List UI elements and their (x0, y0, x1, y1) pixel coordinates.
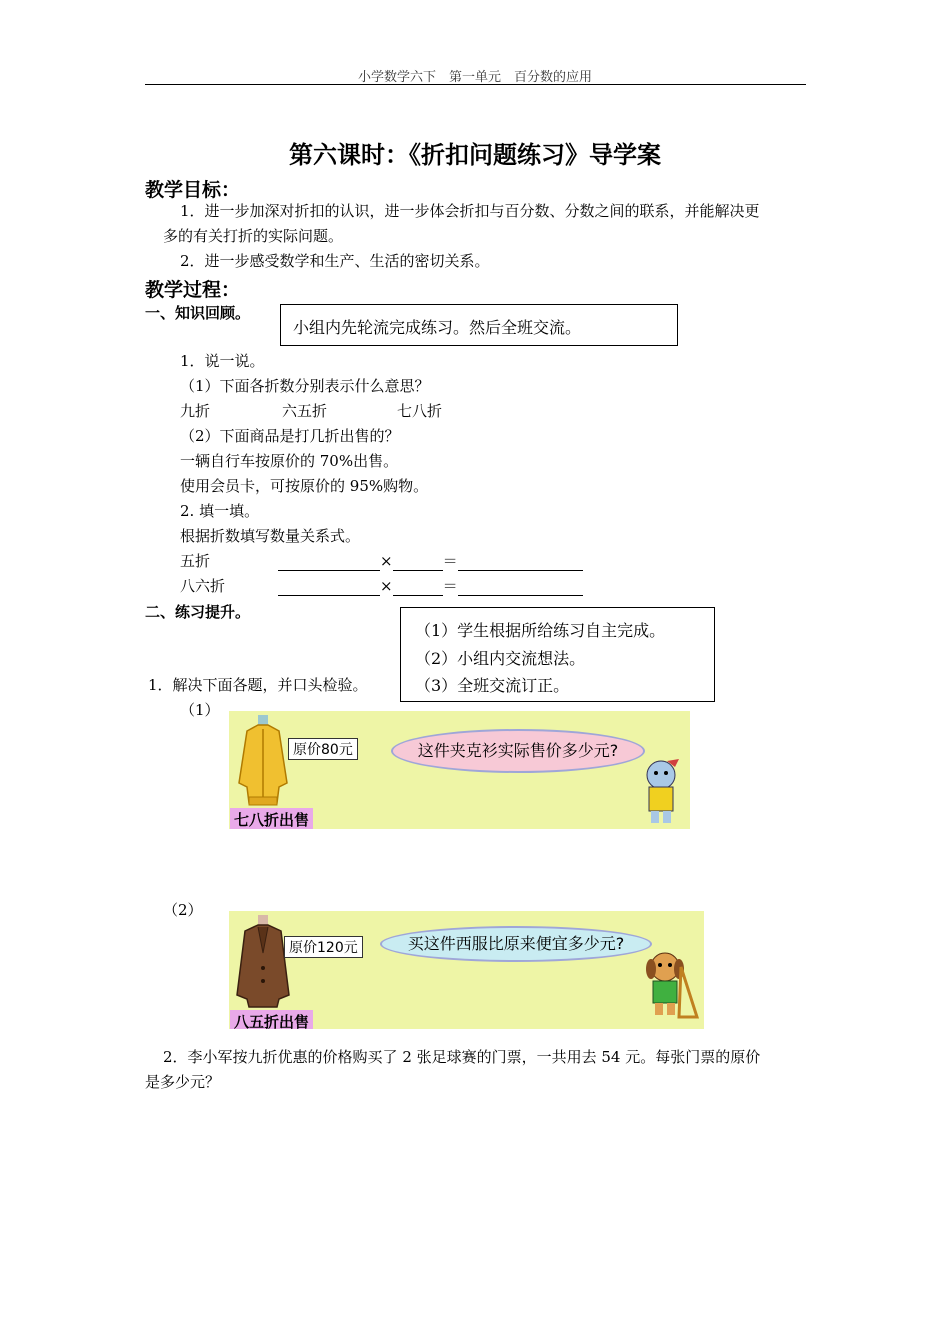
goals-heading: 教学目标： (145, 179, 241, 201)
instruction-line: （1）学生根据所给练习自主完成。 (415, 621, 666, 640)
page-title: 第六课时：《折扣问题练习》导学案 (289, 141, 661, 169)
equals-sign: ＝ (442, 577, 458, 595)
fill-blank[interactable] (458, 554, 583, 571)
problem-1-illustration (229, 711, 690, 829)
fill-blank[interactable] (278, 579, 380, 596)
equals-sign: ＝ (442, 552, 458, 570)
section-1-instruction-box (280, 304, 678, 346)
fill-row (180, 551, 583, 571)
instruction-line: （3）全班交流订正。 (415, 676, 570, 695)
sale-tag: 七八折出售 (230, 808, 313, 829)
problem-2-number: （2） (163, 901, 203, 919)
cartoon-dog-icon (641, 947, 699, 1025)
jacket-icon (233, 713, 293, 813)
question-bubble: 这件夹克衫实际售价多少元? (391, 729, 645, 773)
fill-blank[interactable] (393, 579, 443, 596)
problem-1-number: （1） (180, 701, 220, 719)
question-1: 1．说一说。 (180, 352, 265, 370)
sale-tag: 八五折出售 (230, 1010, 313, 1029)
goal-2: 2．进一步感受数学和生产、生活的密切关系。 (180, 252, 490, 270)
process-heading: 教学过程： (145, 279, 241, 301)
discount-3: 七八折 (397, 402, 443, 420)
exercise-1: 1．解决下面各题，并口头检验。 (148, 676, 368, 694)
section-1-heading: 一、知识回顾。 (145, 304, 251, 322)
fill-row (180, 576, 583, 596)
fill-blank[interactable] (278, 554, 380, 571)
fill-row-label: 五折 (180, 552, 211, 570)
question-1b-item-1: 一辆自行车按原价的 70%出售。 (180, 452, 399, 470)
question-bubble: 买这件西服比原来便宜多少元? (380, 926, 652, 962)
question-2-desc: 根据折数填写数量关系式。 (180, 527, 361, 545)
question-1a: （1）下面各折数分别表示什么意思？ (180, 377, 430, 395)
fill-blank[interactable] (393, 554, 443, 571)
section-1-instruction: 小组内先轮流完成练习。然后全班交流。 (293, 318, 582, 337)
goal-1-line-2: 多的有关打折的实际问题。 (163, 227, 344, 245)
section-2-heading: 二、练习提升。 (145, 603, 251, 621)
section-2-instruction-box (400, 607, 715, 702)
instruction-line: （2）小组内交流想法。 (415, 649, 586, 668)
exercise-2-line-1: 2．李小军按九折优惠的价格购买了 2 张足球赛的门票，一共用去 54 元。每张门票的原价 (163, 1048, 761, 1066)
price-tag: 原价120元 (284, 936, 363, 958)
problem-2-illustration (229, 911, 704, 1029)
exercise-2-line-2: 是多少元？ (145, 1073, 221, 1091)
goal-1-line-1: 1．进一步加深对折扣的认识，进一步体会折扣与百分数、分数之间的联系，并能解决更 (180, 202, 760, 220)
question-1b-item-2: 使用会员卡，可按原价的 95%购物。 (180, 477, 429, 495)
header-rule (145, 84, 806, 85)
page-header: 小学数学六下 第一单元 百分数的应用 (357, 70, 592, 85)
fill-row-label: 八六折 (180, 577, 226, 595)
suit-jacket-icon (233, 913, 293, 1013)
discount-1: 九折 (180, 402, 211, 420)
question-2: 2. 填一填。 (180, 502, 260, 520)
times-sign: × (380, 552, 393, 570)
cartoon-cat-icon (637, 757, 685, 827)
discount-2: 六五折 (282, 402, 328, 420)
times-sign: × (380, 577, 393, 595)
price-tag: 原价80元 (288, 738, 358, 760)
fill-blank[interactable] (458, 579, 583, 596)
question-1b: （2）下面商品是打几折出售的？ (180, 427, 400, 445)
